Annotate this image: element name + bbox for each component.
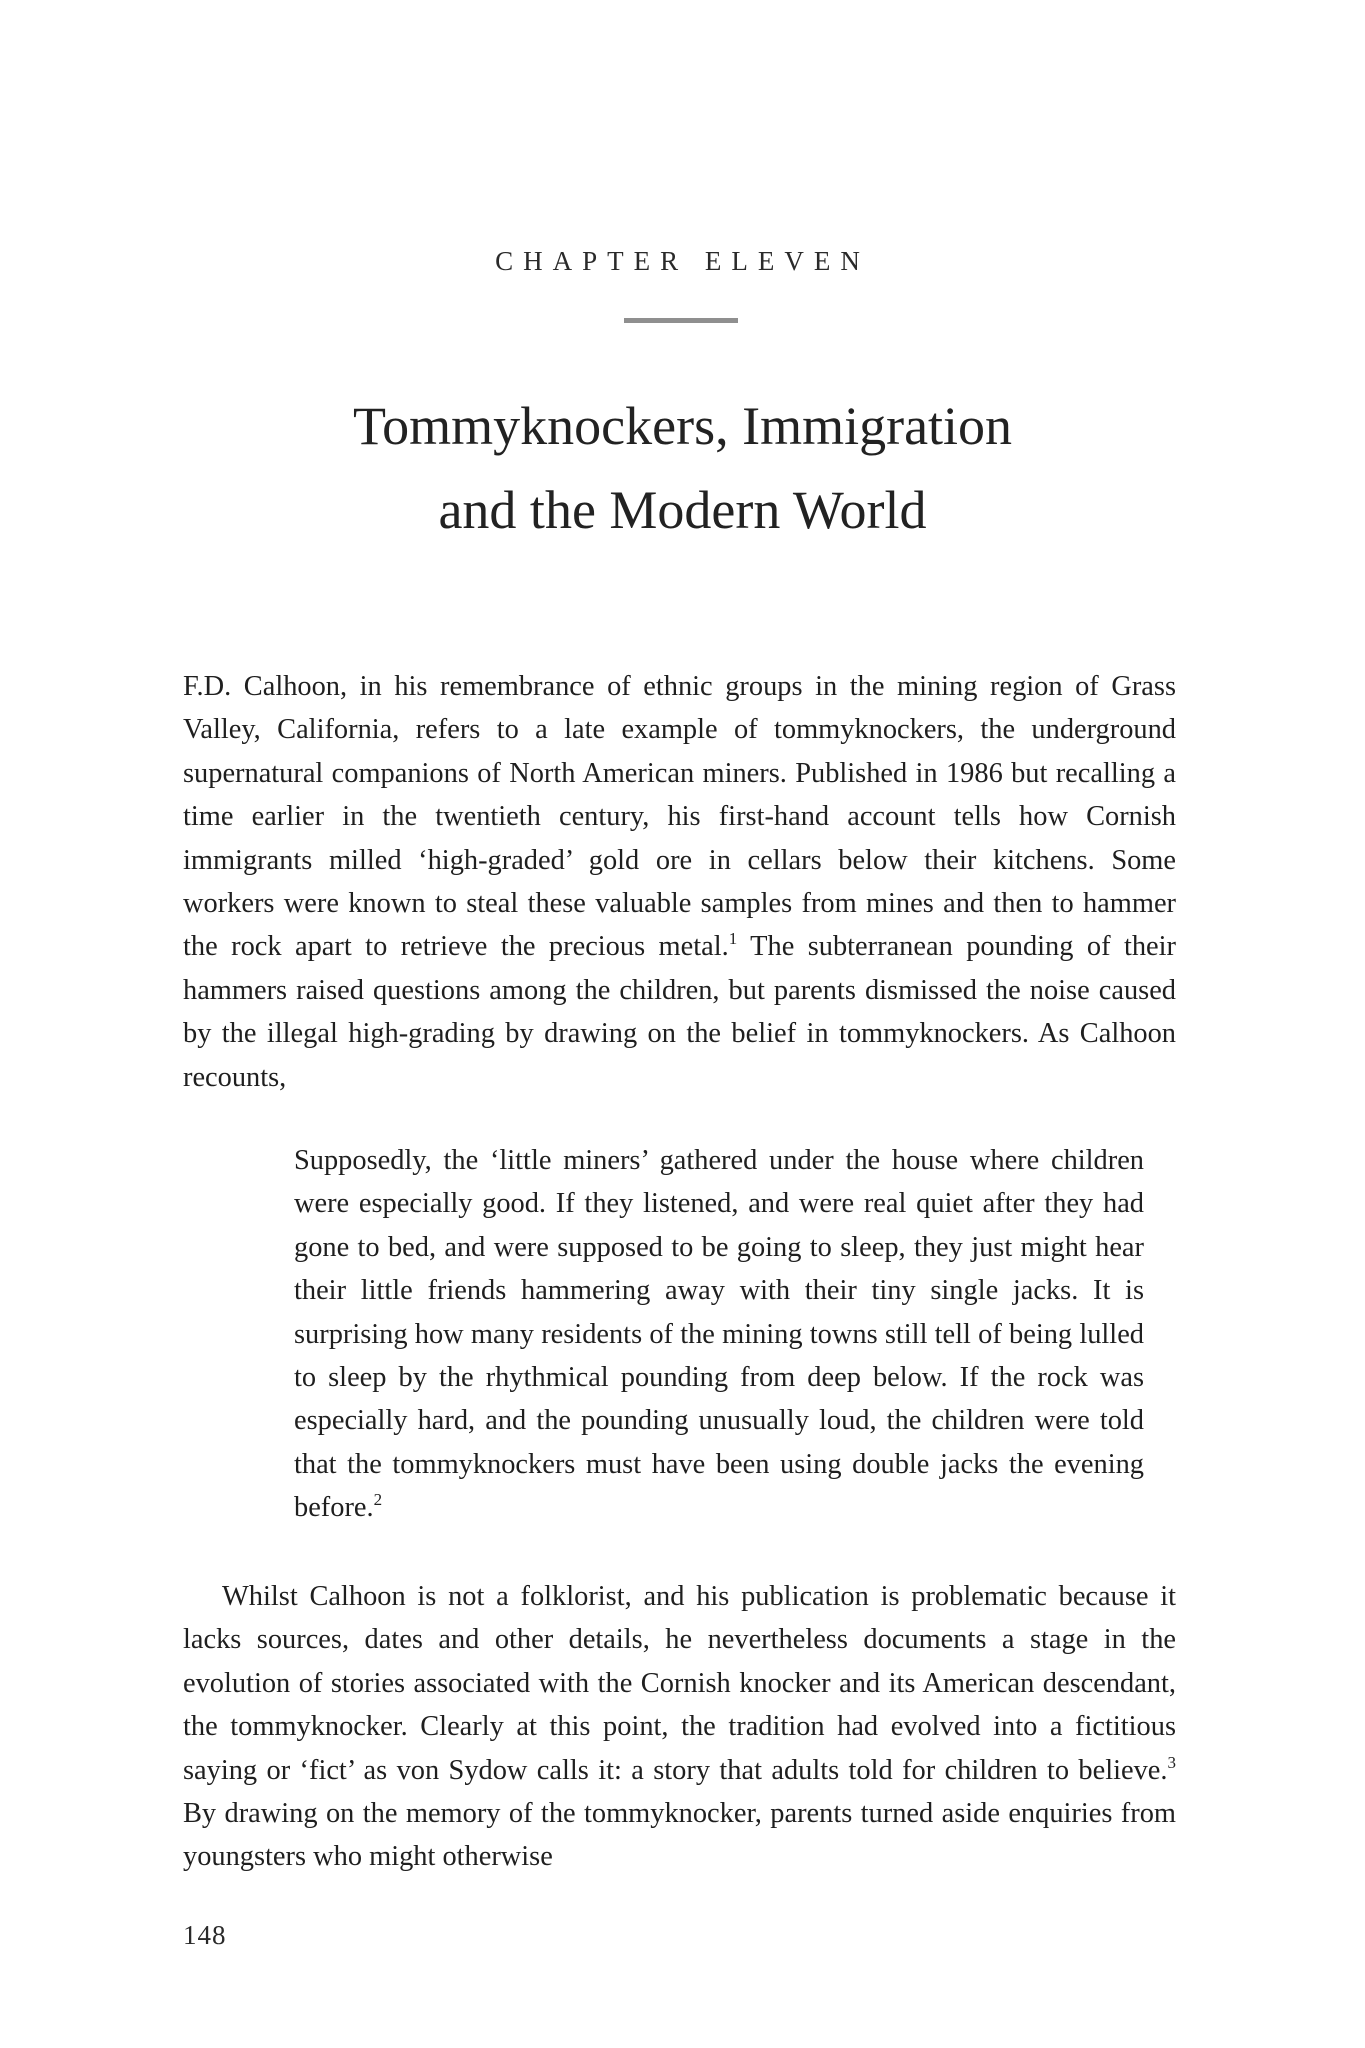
paragraph-1-text-a: F.D. Calhoon, in his remembrance of ethnic groups in the mining region of Grass Valley, California, refers to a late example of tommyknockers, the underground supernatural companions of North American miners. Published in 1986 but recalling a time earlier in the twentieth century, his first-hand account tells how Cornish immigrants milled ‘high-graded’ gold ore in cellars below their kitchens. Some workers were known to steal these valuable samples from mines and then to hammer the rock apart to retrieve the precious metal. [183, 671, 1176, 963]
footnote-ref-1: 1 [728, 929, 738, 949]
page-number: 148 [183, 1920, 227, 1950]
paragraph-2-text-a: Whilst Calhoon is not a folklorist, and his publication is problematic because it lacks sources, dates and other details, he nevertheless documents a stage in the evolution of stories associated with the Cornish knocker and its American descendant, the tommyknocker. Clearly at this point, the tradition had evolved into a fictitious saying or ‘fict’ as von Sydow calls it: a story that adults told for children to believe. [183, 1581, 1176, 1786]
chapter-divider [624, 318, 738, 323]
block-quote [294, 1139, 1144, 1530]
chapter-title-line-1: Tommyknockers, Immigration [352, 396, 1013, 456]
paragraph-2-text-b: By drawing on the memory of the tommyknocker, parents turned aside enquiries from youngsters who might otherwise [183, 1798, 1176, 1873]
footnote-ref-2: 2 [373, 1490, 383, 1510]
chapter-label: CHAPTER ELEVEN [495, 246, 870, 276]
paragraph-1-text-b: The subterranean pounding of their hammers raised questions among the children, but parents dismissed the noise caused by the illegal high-grading by drawing on the belief in tommyknockers. As Calhoon recounts, [183, 931, 1177, 1093]
chapter-title [0, 384, 1365, 552]
chapter-title-line-2: and the Modern World [438, 480, 927, 540]
footnote-ref-3: 3 [1167, 1752, 1176, 1772]
body-paragraph-2 [183, 1575, 1176, 1879]
body-paragraph-1 [183, 665, 1176, 1099]
block-quote-text: Supposedly, the ‘little miners’ gathered under the house where children were especially good. If they listened, and were real quiet after they had gone to bed, and were supposed to be going to sleep, they just might hear their little friends hammering away with their tiny single jacks. It is surprising how many residents of the mining towns still tell of being lulled to sleep by the rhythmical pounding from deep below. If the rock was especially hard, and the pounding unusually loud, the children were told that the tommyknockers must have been using double jacks the evening before. [294, 1145, 1144, 1524]
